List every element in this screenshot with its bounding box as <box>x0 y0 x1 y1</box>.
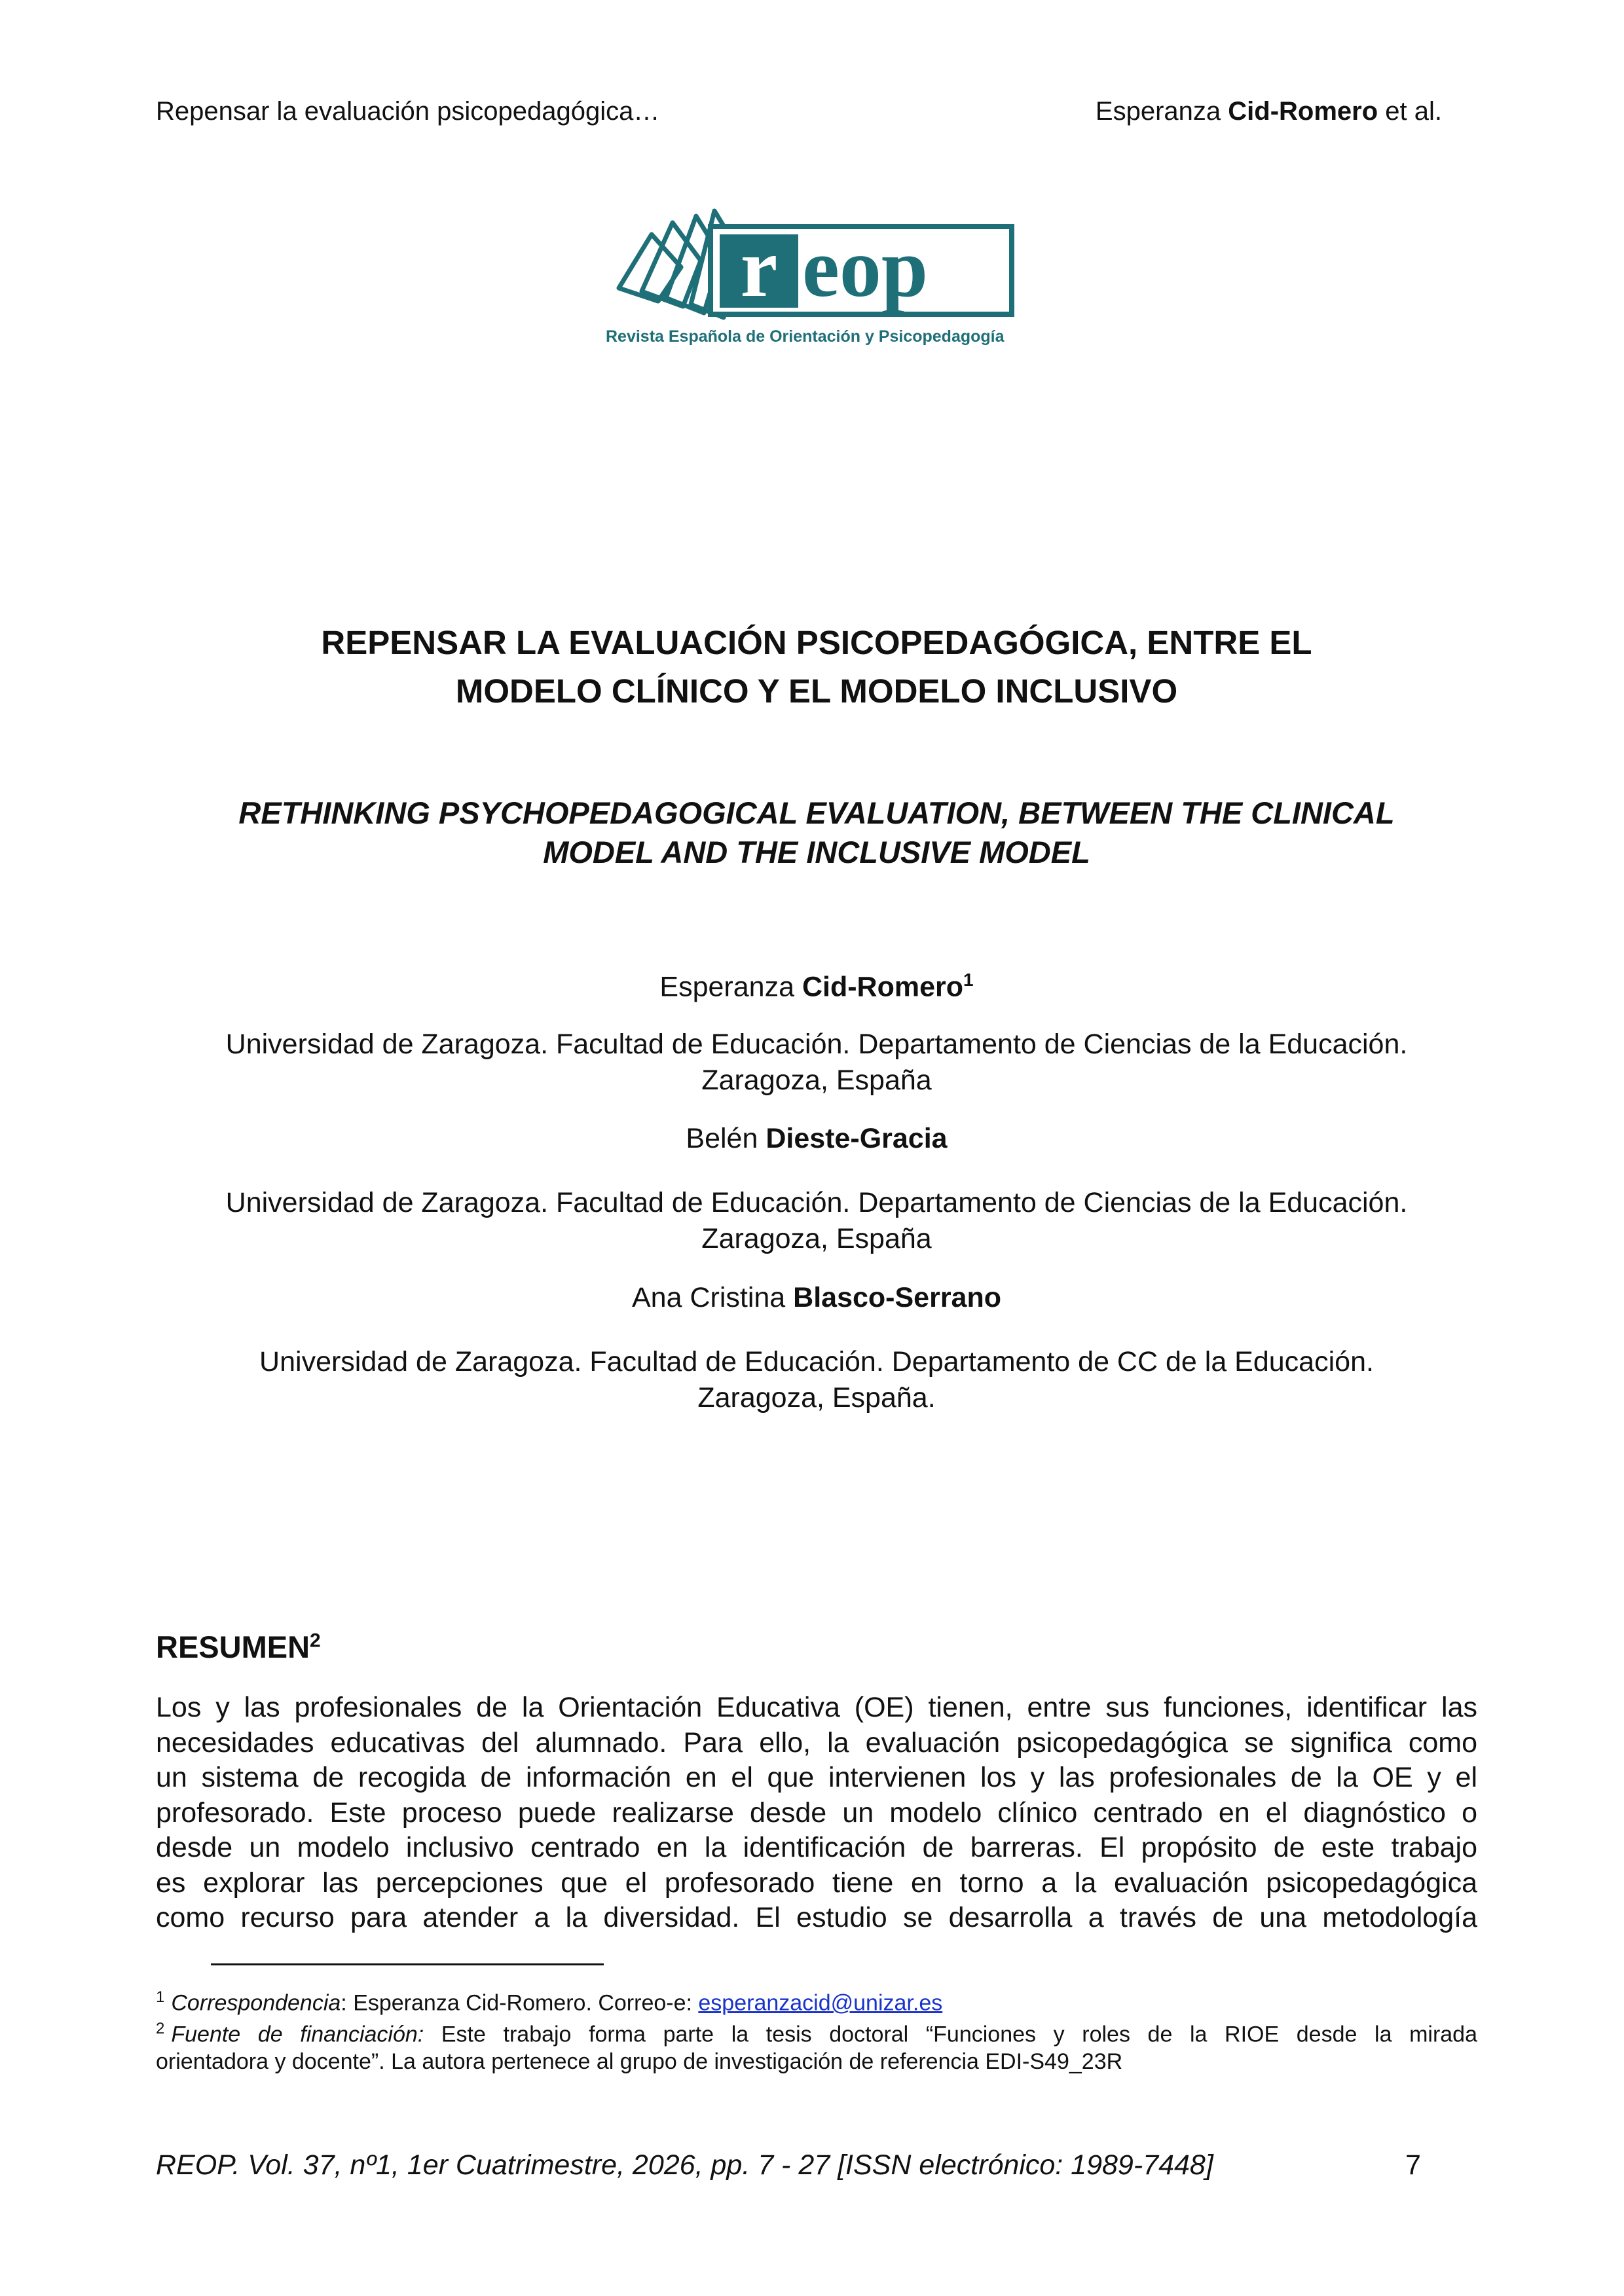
article-title-english: RETHINKING PSYCHOPEDAGOGICAL EVALUATION, BETWEEN THE CLINICAL MODEL AND THE INCLUSIVE MODEL <box>238 795 1395 869</box>
author-3-affiliation: Universidad de Zaragoza. Facultad de Educación. Departamento de CC de la Educación. Zaragoza, España. <box>259 1346 1374 1413</box>
author-2: Belén Dieste-Gracia <box>686 1123 948 1154</box>
journal-logo <box>606 196 1025 354</box>
svg-text:eop: eop <box>802 221 928 314</box>
abstract-heading: RESUMEN$^2$ <box>156 1630 321 1664</box>
author-2-affiliation: Universidad de Zaragoza. Facultad de Educación. Departamento de Ciencias de la Educación. Zaragoza, España <box>225 1187 1408 1254</box>
footnote-1: $^1$ Correspondencia: Esperanza Cid-Romero. Correo-e: esperanzacid@unizar.es <box>156 1988 943 2016</box>
page-number: 7 <box>1405 2149 1421 2181</box>
journal-tagline: Revista Española de Orientación y Psicopedagogía <box>606 327 1005 346</box>
running-header-title: Repensar la evaluación psicopedagógica… <box>156 97 660 126</box>
footnote-2: $^2$ Fuente de financiación: Este trabajo forma parte la tesis doctoral “Funciones y roles de la RIOE desde la mirada orientadora y docente”. La autora pertenece al grupo de investigación de referencia EDI-S49_23R <box>156 2020 1478 2075</box>
correspondence-email-link[interactable]: esperanzacid@unizar.es <box>698 1990 943 2016</box>
author-1-affiliation: Universidad de Zaragoza. Facultad de Educación. Departamento de Ciencias de la Educación. Zaragoza, España <box>225 1029 1408 1096</box>
footnote-divider <box>211 1963 604 1965</box>
running-header-authors: Esperanza Cid-Romero et al. <box>1095 97 1442 126</box>
author-1: Esperanza Cid-Romero$^1$ <box>659 970 974 1003</box>
article-title: REPENSAR LA EVALUACIÓN PSICOPEDAGÓGICA, ENTRE EL MODELO CLÍNICO Y EL MODELO INCLUSIVO <box>321 624 1312 710</box>
abstract-text: Los y las profesionales de la Orientación Educativa (OE) tienen, entre sus funciones, identificar las necesidades educativas del alumnado. Para ello, la evaluación psicopedagógica se significa como un sistema de recogida de información en el que intervienen los y las profesionales de la OE y el profesorado. Este proceso puede realizarse desde un modelo clínico centrado en el diagnóstico o desde un modelo inclusivo centrado en la identificación de barreras. El propósito de este trabajo es explorar las percepciones que el profesorado tiene en torno a la evaluación psicopedagógica como recurso para atender a la diversidad. El estudio se desarrolla a través de una metodología <box>156 1692 1477 1933</box>
svg-text:r: r <box>740 221 778 314</box>
author-3: Ana Cristina Blasco-Serrano <box>631 1282 1001 1313</box>
footer-citation: REOP. Vol. 37, nº1, 1er Cuatrimestre, 2026, pp. 7 - 27 [ISSN electrónico: 1989-7448] <box>156 2149 1213 2181</box>
